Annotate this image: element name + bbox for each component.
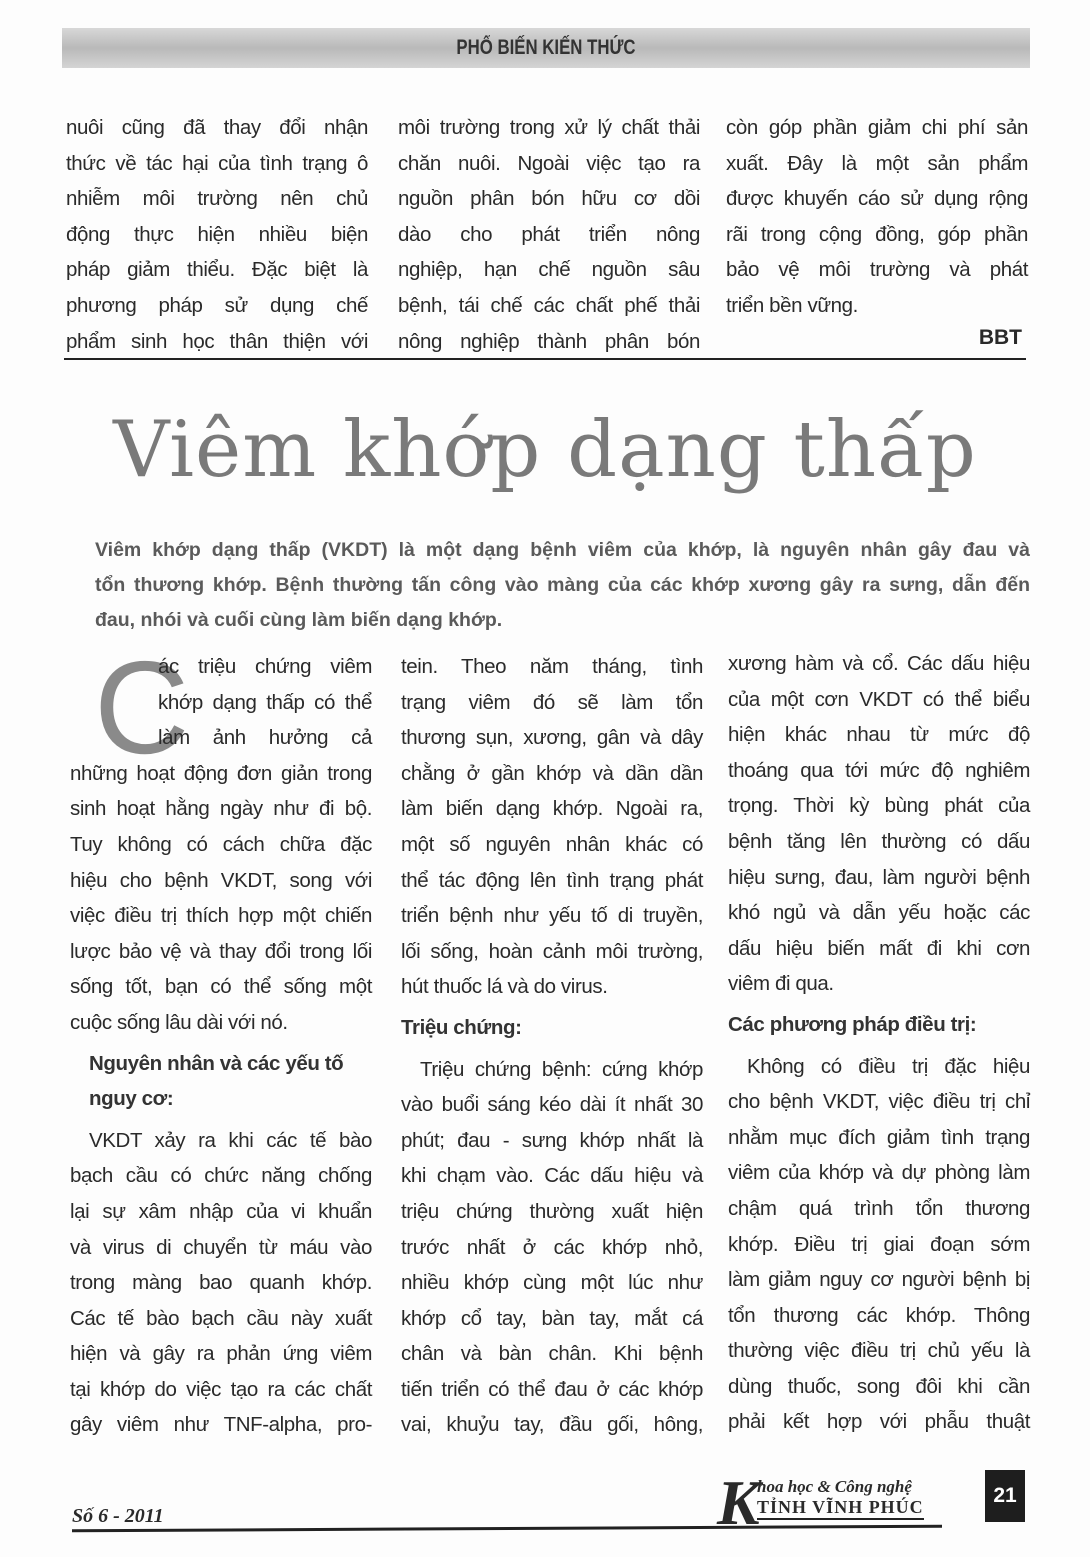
logo-line-1: hoa học & Công nghệ	[757, 1477, 912, 1496]
text-line: hiệu sưng, đau, làm người bệnh	[728, 865, 1030, 889]
text-line: làm biến dạng khớp. Ngoài ra,	[401, 797, 703, 821]
text-line: dùng thuốc, song đôi khi cần	[728, 1374, 1030, 1398]
section-heading: Triệu chứng:	[401, 1015, 522, 1039]
text-line: hiện khác nhau từ mức độ	[728, 723, 1030, 747]
text-line: thường việc điều trị chủ yếu là	[728, 1339, 1030, 1363]
text-line: bảo vệ môi trường và phát	[726, 258, 1028, 282]
section-heading: Các phương pháp điều trị:	[728, 1012, 977, 1036]
text-line: ác triệu chứng viêm	[158, 655, 372, 678]
text-line: làm giảm nguy cơ người bệnh bị	[728, 1268, 1030, 1292]
section-title: PHỔ BIẾN KIẾN THỨC	[456, 36, 636, 59]
lead-line: Viêm khớp dạng thấp (VKDT) là một dạng bệnh viêm của khớp, là nguyên nhân gây đau và	[95, 539, 1030, 561]
text-line: vào buổi sáng kéo dài ít nhất 30	[401, 1093, 703, 1117]
text-line: hiệu cho bệnh VKDT, song với	[70, 868, 372, 892]
text-line: thức về tác hại của tình trạng ô	[66, 151, 368, 175]
text-line: Tuy không có cách chữa đặc	[70, 832, 372, 856]
text-line: thương sụn, xương, gân và dây	[401, 726, 703, 750]
text-line: làm ảnh hưởng cả	[158, 726, 372, 750]
text-line: trong màng bao quanh khớp.	[70, 1271, 372, 1295]
text-line: khớp dạng thấp có thể	[158, 690, 372, 714]
issue-number: Số 6 - 2011	[72, 1505, 164, 1527]
text-line: động thực hiện nhiều biện	[66, 222, 368, 246]
section-header-bar	[62, 28, 1030, 68]
text-line: trọng. Thời kỳ bùng phát của	[728, 794, 1030, 818]
text-line: trước nhất ở các khớp nhỏ,	[401, 1235, 703, 1259]
text-line: bệnh tăng lên thường có dấu	[728, 829, 1030, 853]
text-line: VKDT xảy ra khi các tế bào	[89, 1128, 372, 1152]
text-line: chăn nuôi. Ngoài việc tạo ra	[398, 151, 700, 175]
text-line: của một cơn VKDT có thể biểu	[728, 687, 1030, 711]
text-line: vai, khuỷu tay, đầu gối, hông,	[401, 1413, 703, 1437]
logo-line-2: TỈNH VĨNH PHÚC	[757, 1497, 924, 1520]
article-lead	[95, 533, 1030, 638]
text-line: chậm quá trình tổn thương	[728, 1196, 1030, 1220]
text-line: triệu chứng thường xuất hiện	[401, 1199, 703, 1223]
section-heading: Nguyên nhân và các yếu tố	[89, 1051, 344, 1075]
text-line: phương pháp sử dụng chế	[66, 293, 368, 317]
text-line: trạng viêm đó sẽ làm tổn	[401, 690, 703, 714]
text-line: triển bền vững.	[726, 293, 858, 317]
text-line: gây viêm như TNF-alpha, pro-	[70, 1413, 372, 1437]
text-line: nhằm mục đích giảm tình trạng	[728, 1125, 1030, 1149]
text-line: phải kết hợp với phẫu thuật	[728, 1410, 1030, 1434]
text-line: phút; đau - sưng khớp nhất là	[401, 1128, 703, 1152]
divider	[64, 358, 1026, 360]
text-line: bạch cầu có chức năng chống	[70, 1164, 372, 1188]
text-line: sống tốt, bạn có thể sống một	[70, 975, 372, 999]
text-line: Không có điều trị đặc hiệu	[747, 1054, 1030, 1078]
text-line: rãi trong cộng đồng, góp phần	[726, 222, 1028, 246]
text-line: còn góp phần giảm chi phí sản	[726, 116, 1028, 139]
text-line: tiến triển có thể đau ở các khớp	[401, 1377, 703, 1401]
page-number: 21	[985, 1470, 1025, 1522]
text-line: xương hàm và cổ. Các dấu hiệu	[728, 652, 1030, 675]
article-column-3	[728, 646, 1030, 1440]
text-line: Triệu chứng bệnh: cứng khớp	[420, 1057, 703, 1081]
text-line: xuất. Đây là một sản phẩm	[726, 151, 1028, 175]
text-line: phẩm sinh học thân thiện với	[66, 329, 368, 353]
text-line: khớp cổ tay, bàn tay, mắt cá	[401, 1306, 703, 1330]
text-line: lược bảo vệ và thay đổi trong lối	[70, 939, 372, 963]
text-line: lại sự xâm nhập của vi khuẩn	[70, 1199, 372, 1223]
text-line: thể tác động lên tình trạng phát	[401, 868, 703, 892]
text-line: chằng ở gần khớp và dần dần	[401, 761, 703, 785]
text-line: môi trường trong xử lý chất thải	[398, 116, 700, 139]
text-line: nhiều khớp cùng một lúc như	[401, 1271, 703, 1295]
text-line: bệnh, tái chế các chất phế thải	[398, 293, 700, 317]
text-line: nghiệp, hạn chế nguồn sâu	[398, 258, 700, 282]
text-line: hút thuốc lá và do virus.	[401, 975, 608, 999]
article-column-1	[70, 649, 372, 1443]
lead-line: đau, nhói và cuối cùng làm biến dạng khớp.	[95, 609, 503, 631]
article-title: Viêm khớp dạng thấp	[113, 405, 977, 495]
text-line: hiện và gây ra phản ứng viêm	[70, 1342, 372, 1366]
text-line: cuộc sống lâu dài với nó.	[70, 1010, 288, 1034]
text-line: nông nghiệp thành phân bón	[398, 329, 700, 353]
text-line: viêm của khớp và dự phòng làm	[728, 1161, 1030, 1185]
prev-article-column-2	[398, 110, 700, 359]
prev-article-column-1	[66, 110, 368, 359]
drop-cap: C	[94, 634, 190, 781]
text-line: một số nguyên nhân khác có	[401, 832, 703, 856]
text-line: thoáng qua tới mức độ nghiêm	[728, 758, 1030, 782]
lead-line: tổn thương khớp. Bệnh thường tấn công vào màng của các khớp xương gây ra sưng, dẫn đến	[95, 574, 1030, 596]
text-line: nhiễm môi trường nên chủ	[66, 187, 368, 211]
text-line: được khuyến cáo sử dụng rộng	[726, 187, 1028, 211]
text-line: chân và bàn chân. Khi bệnh	[401, 1342, 703, 1366]
text-line: những hoạt động đơn giản trong	[70, 761, 372, 785]
text-line: viêm đi qua.	[728, 972, 834, 996]
article-column-2	[401, 649, 703, 1443]
text-line: và virus di chuyển từ máu vào	[70, 1235, 372, 1259]
text-line: tổn thương các khớp. Thông	[728, 1303, 1030, 1327]
footer-rule	[72, 1525, 942, 1533]
logo-letter: K	[717, 1467, 760, 1538]
text-line: khó ngủ và dẫn yếu hoặc các	[728, 901, 1030, 925]
magazine-logo	[717, 1467, 977, 1538]
text-line: nuôi cũng đã thay đổi nhận	[66, 116, 368, 139]
author-signature: BBT	[978, 326, 1022, 349]
section-heading: nguy cơ:	[89, 1087, 174, 1111]
text-line: dào cho phát triển nông	[398, 222, 700, 246]
text-line: nguồn phân bón hữu cơ dồi	[398, 187, 700, 211]
text-line: tein. Theo năm tháng, tình	[401, 655, 703, 678]
text-line: dấu hiệu biến mất đi khi cơn	[728, 936, 1030, 960]
text-line: cho bệnh VKDT, việc điều trị chỉ	[728, 1090, 1030, 1114]
text-line: triển bệnh như yếu tố di truyền,	[401, 904, 703, 928]
text-line: tại khớp do việc tạo ra các chất	[70, 1377, 372, 1401]
prev-article-column-3	[726, 110, 1028, 324]
text-line: Các tế bào bạch cầu này xuất	[70, 1306, 372, 1330]
text-line: khi chạm vào. Các dấu hiệu và	[401, 1164, 703, 1188]
text-line: khớp. Điều trị giai đoạn sớm	[728, 1232, 1030, 1256]
text-line: lối sống, hoàn cảnh môi trường,	[401, 939, 703, 963]
text-line: sinh hoạt hằng ngày như đi bộ.	[70, 797, 372, 821]
text-line: pháp giảm thiểu. Đặc biệt là	[66, 258, 368, 282]
text-line: việc điều trị thích hợp một chiến	[70, 904, 372, 928]
